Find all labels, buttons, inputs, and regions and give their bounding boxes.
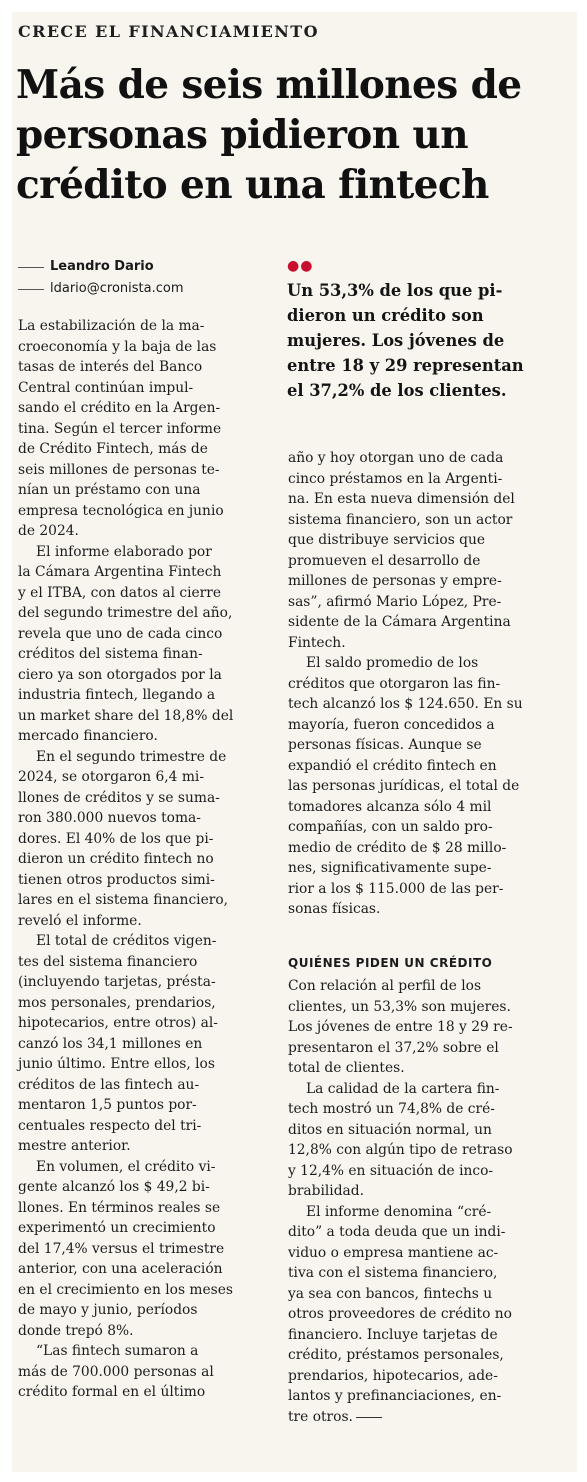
- author-email: ldario@cronista.com: [50, 281, 184, 296]
- byline-rule: [18, 267, 44, 268]
- pull-quote-line: dieron un crédito son: [287, 306, 484, 325]
- body-text-line: dores. El 40% de los que pi-: [18, 830, 214, 847]
- body-text-line: crédito, préstamos personales,: [288, 1347, 504, 1363]
- body-text-line: ciero ya son otorgados por la: [18, 666, 222, 683]
- body-text-line: tiva con el sistema financiero,: [288, 1265, 498, 1281]
- body-text-line: En volumen, el crédito vi-: [36, 1158, 216, 1175]
- body-text-line: de Crédito Fintech, más de: [18, 441, 208, 457]
- kicker: CRECE EL FINANCIAMIENTO: [18, 22, 319, 41]
- body-text-line: junio último. Entre ellos, los: [18, 1056, 215, 1072]
- body-text-line: sidente de la Cámara Argentina: [288, 614, 511, 630]
- body-text-line: empresa tecnológica en junio: [18, 502, 224, 519]
- body-text-line: El informe denomina “cré-: [306, 1203, 492, 1220]
- body-text-line: Central continúan impul-: [18, 379, 194, 396]
- body-text-line: sas”, afirmó Mario López, Pre-: [288, 593, 502, 610]
- body-text-line: Los jóvenes de entre 18 y 29 re-: [288, 1019, 513, 1035]
- body-text-line: reveló el informe.: [18, 912, 142, 929]
- body-text-line: las personas jurídicas, el total de: [288, 778, 520, 794]
- body-text-line: na. En esta nueva dimensión del: [288, 491, 515, 507]
- body-column-right-top: [288, 448, 523, 920]
- body-text-line: un market share del 18,8% del: [18, 707, 234, 724]
- author-name: Leandro Dario: [50, 259, 154, 274]
- byline: [18, 256, 278, 300]
- body-text-line: total de clientes.: [288, 1060, 405, 1076]
- pull-quote-line: el 37,2% de los clientes.: [287, 381, 507, 400]
- pull-quote: [287, 278, 559, 403]
- body-text-line: El informe elaborado por: [36, 543, 212, 560]
- body-column-left: [18, 316, 233, 1403]
- body-text-line: cinco préstamos en la Argenti-: [288, 470, 503, 487]
- body-text-line: El saldo promedio de los: [306, 655, 479, 671]
- body-text-line: sando el crédito en la Argen-: [18, 400, 221, 416]
- body-text-line: En el segundo trimestre de: [36, 748, 227, 765]
- body-text-line: clientes, un 53,3% son mujeres.: [288, 998, 511, 1015]
- body-text-line: mestre anterior.: [18, 1138, 131, 1154]
- body-text-line: personas físicas. Aunque se: [288, 737, 482, 753]
- body-text-line: tech alcanzó los $ 124.650. En su: [288, 696, 523, 712]
- body-column-right-bottom: [288, 950, 513, 1427]
- body-text-line: (incluyendo tarjetas, présta-: [18, 974, 216, 990]
- body-text-line: tre otros.: [288, 1407, 513, 1428]
- body-text-line: lares en el sistema financiero,: [18, 892, 229, 908]
- body-text-line: sistema financiero, son un actor: [288, 511, 513, 528]
- body-text-line: llones. En términos reales se: [18, 1199, 221, 1216]
- body-text-line: financiero. Incluye tarjetas de: [288, 1326, 498, 1343]
- body-text-line: y el ITBA, con datos al cierre: [18, 584, 222, 601]
- body-text-line: prendarios, hipotecarios, ade-: [288, 1367, 498, 1384]
- body-text-line: Fintech.: [288, 634, 346, 651]
- body-text-line: promueven el desarrollo de: [288, 552, 481, 569]
- body-text-line: hipotecarios, entre otros) al-: [18, 1015, 218, 1031]
- body-text-line: rior a los $ 115.000 de las per-: [288, 880, 504, 897]
- pull-quote-line: mujeres. Los jóvenes de: [287, 331, 505, 350]
- body-text-line: tech mostró un 74,8% de cré-: [288, 1101, 495, 1117]
- body-text-line: tomadores alcanza sólo 4 mil: [288, 798, 492, 815]
- body-text-line: mayoría, fueron concedidos a: [288, 716, 495, 733]
- body-text-line: tasas de interés del Banco: [18, 359, 203, 375]
- red-dots-icon: ●●: [287, 258, 314, 274]
- body-text-line: dieron un crédito fintech no: [18, 851, 214, 867]
- body-text-line: año y hoy otorgan uno de cada: [288, 450, 504, 466]
- body-text-line: tienen otros productos simi-: [18, 871, 215, 888]
- body-text-line: ya sea con bancos, fintechs u: [288, 1285, 493, 1302]
- body-text-line: La calidad de la cartera fin-: [306, 1080, 500, 1097]
- byline-rule: [18, 289, 44, 290]
- body-text-line: expandió el crédito fintech en: [288, 757, 497, 774]
- body-text-line: Con relación al perfil de los: [288, 978, 482, 994]
- body-text-line: más de 700.000 personas al: [18, 1363, 214, 1380]
- body-text-line: mercado financiero.: [18, 728, 158, 744]
- body-text-line: del segundo trimestre del año,: [18, 605, 233, 621]
- pull-quote-line: entre 18 y 29 representan: [287, 356, 524, 375]
- body-text-line: medio de crédito de $ 28 millo-: [288, 839, 507, 856]
- body-text-line: experimentó un crecimiento: [18, 1220, 216, 1236]
- body-text-line: 12,8% con algún tipo de retraso: [288, 1142, 513, 1158]
- body-text-line: tina. Según el tercer informe: [18, 420, 222, 437]
- body-text-line: dito” a toda deuda que un indi-: [288, 1224, 506, 1240]
- body-text-line: y 12,4% en situación de inco-: [288, 1162, 494, 1179]
- body-text-line: croeconomía y la baja de las: [18, 338, 217, 355]
- headline-line: personas pidieron un: [16, 112, 468, 158]
- body-text-line: créditos de las fintech au-: [18, 1076, 200, 1093]
- body-text-line: tes del sistema financiero: [18, 953, 198, 970]
- body-text-line: que distribuye servicios que: [288, 532, 486, 548]
- body-text-line: La estabilización de la ma-: [18, 318, 205, 334]
- body-text-line: sonas físicas.: [288, 901, 381, 917]
- body-text-line: donde trepó 8%.: [18, 1322, 134, 1339]
- body-text-line: millones de personas y empre-: [288, 573, 502, 589]
- body-text-line: de 2024.: [18, 523, 79, 539]
- headline: [16, 60, 556, 210]
- body-text-line: créditos que otorgaron las fin-: [288, 675, 501, 692]
- body-text-line: nes, significativamente supe-: [288, 860, 492, 876]
- body-text-line: ditos en situación normal, un: [288, 1121, 492, 1138]
- body-text-line: centuales respecto del tri-: [18, 1117, 202, 1134]
- body-text-line: seis millones de personas te-: [18, 461, 220, 478]
- body-text-line: mos personales, prendarios,: [18, 994, 216, 1011]
- body-text-line: lantos y prefinanciaciones, en-: [288, 1388, 502, 1404]
- body-text-line: la Cámara Argentina Fintech: [18, 564, 222, 580]
- body-text-line: nían un préstamo con una: [18, 482, 201, 498]
- body-text-line: viduo o empresa mantiene ac-: [288, 1244, 499, 1261]
- headline-line: Más de seis millones de: [16, 62, 522, 108]
- body-text-line: revela que uno de cada cinco: [18, 625, 223, 642]
- body-text-line: créditos del sistema finan-: [18, 646, 203, 662]
- body-text-line: crédito formal en el último: [18, 1384, 206, 1400]
- section-subhead: QUIÉNES PIDEN UN CRÉDITO: [288, 956, 493, 970]
- body-text-line: “Las fintech sumaron a: [36, 1343, 199, 1359]
- body-text-line: industria fintech, llegando a: [18, 687, 216, 703]
- body-text-line: llones de créditos y se suma-: [18, 789, 220, 806]
- body-text-line: del 17,4% versus el trimestre: [18, 1240, 225, 1257]
- body-text-line: mentaron 1,5 puntos por-: [18, 1097, 197, 1113]
- body-text-line: otros proveedores de crédito no: [288, 1306, 512, 1322]
- body-text-line: brabilidad.: [288, 1183, 364, 1199]
- headline-line: crédito en una fintech: [16, 162, 489, 208]
- pull-quote-line: Un 53,3% de los que pi-: [287, 281, 503, 300]
- body-text-line: 2024, se otorgaron 6,4 mi-: [18, 769, 204, 785]
- body-text-line: canzó los 34,1 millones en: [18, 1035, 203, 1052]
- body-text-line: presentaron el 37,2% sobre el: [288, 1039, 499, 1056]
- body-text-line: ron 380.000 nuevos toma-: [18, 810, 201, 826]
- body-text-line: de mayo y junio, períodos: [18, 1302, 198, 1318]
- body-text-line: compañías, con un saldo pro-: [288, 819, 493, 835]
- body-text-line: anterior, con una aceleración: [18, 1261, 223, 1277]
- body-text-line: gente alcanzó los $ 49,2 bi-: [18, 1179, 210, 1195]
- body-text-line: en el crecimiento en los meses: [18, 1281, 234, 1298]
- body-text-line: El total de créditos vigen-: [36, 933, 217, 949]
